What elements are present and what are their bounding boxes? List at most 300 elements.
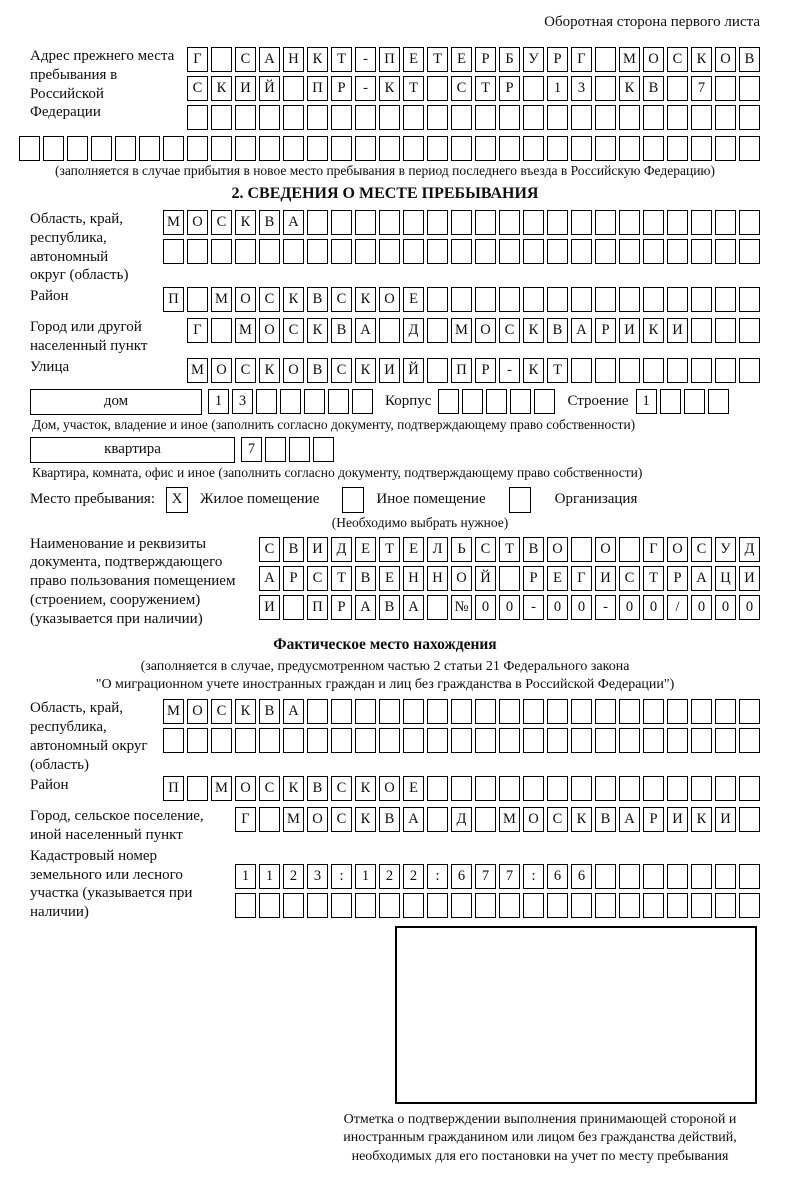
char-cell: С — [283, 318, 304, 343]
char-cell — [475, 105, 496, 130]
char-cell — [715, 318, 736, 343]
char-cell: : — [331, 864, 352, 889]
char-cell — [139, 136, 160, 161]
char-cell — [475, 728, 496, 753]
char-cell — [355, 136, 376, 161]
stroenie-label: Строение — [567, 393, 629, 409]
char-cell: М — [283, 807, 304, 832]
char-cell: Т — [547, 358, 568, 383]
char-cell: И — [667, 318, 688, 343]
char-cell — [235, 136, 256, 161]
char-cell: С — [235, 47, 256, 72]
char-cell — [67, 136, 88, 161]
char-cell — [235, 239, 256, 264]
f-oblast-row-2 — [160, 728, 760, 753]
char-cell — [667, 105, 688, 130]
prev-address-row-3 — [184, 105, 760, 130]
stroenie-cells — [633, 389, 729, 414]
char-cell — [643, 210, 664, 235]
char-cell — [619, 105, 640, 130]
char-cell — [355, 239, 376, 264]
char-cell — [715, 136, 736, 161]
char-cell — [715, 776, 736, 801]
char-cell — [595, 47, 616, 72]
char-cell — [547, 239, 568, 264]
char-cell — [331, 893, 352, 918]
char-cell: В — [307, 776, 328, 801]
char-cell: Р — [331, 595, 352, 620]
char-cell: Т — [379, 537, 400, 562]
char-cell — [427, 595, 448, 620]
char-cell: Р — [595, 318, 616, 343]
char-cell — [115, 136, 136, 161]
char-cell: - — [523, 595, 544, 620]
s2-gorod-label: Город или другой населенный пункт — [30, 319, 148, 354]
s2-ulitsa-label: Улица — [30, 358, 70, 375]
char-cell — [403, 210, 424, 235]
char-cell — [667, 210, 688, 235]
char-cell: К — [355, 287, 376, 312]
char-cell — [739, 76, 760, 101]
char-cell: О — [475, 318, 496, 343]
s2-gorod-field — [10, 318, 760, 356]
char-cell: 3 — [232, 389, 253, 414]
char-cell: К — [355, 358, 376, 383]
dom-caption: Дом, участок, владение и иное (заполнить согласно документу, подтверждающему право собственности) — [32, 416, 636, 432]
char-cell — [235, 105, 256, 130]
char-cell: А — [571, 318, 592, 343]
char-cell: А — [691, 566, 712, 591]
char-cell — [283, 595, 304, 620]
char-cell — [523, 239, 544, 264]
section2-title: 2. СВЕДЕНИЯ О МЕСТЕ ПРЕБЫВАНИЯ — [231, 185, 539, 202]
char-cell: И — [667, 807, 688, 832]
char-cell — [211, 136, 232, 161]
s2-dom-row — [30, 389, 760, 415]
char-cell: С — [499, 318, 520, 343]
char-cell — [547, 136, 568, 161]
char-cell — [499, 136, 520, 161]
char-cell — [739, 105, 760, 130]
char-cell: П — [307, 76, 328, 101]
s2-gorod-row — [184, 318, 760, 343]
char-cell: М — [619, 47, 640, 72]
char-cell: Н — [403, 566, 424, 591]
char-cell: К — [307, 47, 328, 72]
char-cell — [259, 893, 280, 918]
char-cell: В — [259, 699, 280, 724]
char-cell — [619, 358, 640, 383]
char-cell — [523, 210, 544, 235]
f-cadastre-grids — [225, 864, 760, 922]
char-cell — [283, 893, 304, 918]
char-cell: С — [475, 537, 496, 562]
char-cell: О — [523, 807, 544, 832]
char-cell: К — [619, 76, 640, 101]
char-cell: О — [283, 358, 304, 383]
char-cell: К — [211, 76, 232, 101]
char-cell — [451, 728, 472, 753]
char-cell — [643, 864, 664, 889]
char-cell: М — [211, 287, 232, 312]
char-cell — [355, 728, 376, 753]
char-cell — [259, 239, 280, 264]
char-cell — [667, 287, 688, 312]
char-cell — [715, 728, 736, 753]
char-cell — [715, 76, 736, 101]
char-cell: 3 — [571, 76, 592, 101]
char-cell — [438, 389, 459, 414]
char-cell: 2 — [403, 864, 424, 889]
char-cell: Т — [643, 566, 664, 591]
char-cell — [331, 136, 352, 161]
char-cell: И — [715, 807, 736, 832]
char-cell — [547, 105, 568, 130]
char-cell — [595, 287, 616, 312]
char-cell — [379, 105, 400, 130]
option-inoe-label: Иное помещение — [376, 491, 486, 507]
char-cell — [691, 105, 712, 130]
char-cell — [283, 136, 304, 161]
char-cell: С — [259, 776, 280, 801]
char-cell: 7 — [241, 437, 262, 462]
char-cell — [595, 105, 616, 130]
char-cell: С — [667, 47, 688, 72]
char-cell: О — [235, 776, 256, 801]
char-cell — [451, 239, 472, 264]
char-cell: О — [307, 807, 328, 832]
char-cell: М — [451, 318, 472, 343]
char-cell — [163, 136, 184, 161]
char-cell: : — [427, 864, 448, 889]
char-cell — [475, 807, 496, 832]
char-cell: Е — [403, 537, 424, 562]
char-cell: - — [355, 47, 376, 72]
char-cell — [523, 776, 544, 801]
f-rayon-field — [10, 776, 760, 805]
char-cell: К — [691, 807, 712, 832]
char-cell: Й — [475, 566, 496, 591]
char-cell — [307, 699, 328, 724]
char-cell — [739, 136, 760, 161]
char-cell — [691, 239, 712, 264]
char-cell: О — [379, 287, 400, 312]
char-cell — [427, 807, 448, 832]
char-cell: Р — [547, 47, 568, 72]
checkbox-inoe — [342, 487, 364, 513]
char-cell — [331, 105, 352, 130]
char-cell: А — [619, 807, 640, 832]
char-cell: О — [595, 537, 616, 562]
char-cell — [403, 893, 424, 918]
dom-cells — [205, 389, 373, 414]
s2-oblast-label: Область, край, республика, автономный округ (область) — [30, 211, 129, 284]
char-cell: М — [187, 358, 208, 383]
char-cell: Ц — [715, 566, 736, 591]
char-cell — [403, 105, 424, 130]
mesto-caption: (Необходимо выбрать нужное) — [331, 514, 509, 530]
char-cell: К — [307, 318, 328, 343]
char-cell: 0 — [475, 595, 496, 620]
char-cell — [643, 358, 664, 383]
char-cell — [660, 389, 681, 414]
char-cell — [259, 728, 280, 753]
char-cell: А — [355, 318, 376, 343]
char-cell — [403, 728, 424, 753]
char-cell — [547, 210, 568, 235]
char-cell: Г — [187, 47, 208, 72]
doc-grids — [242, 537, 760, 624]
korpus-cells — [435, 389, 555, 414]
char-cell — [708, 389, 729, 414]
stamp-caption: Отметка о подтверждении выполнения принимающей стороной и иностранным гражданином или лицом без гражданства действий, необходимых для его постановки на учет по месту пребывания — [343, 1111, 737, 1164]
char-cell: А — [403, 595, 424, 620]
char-cell — [691, 776, 712, 801]
char-cell: В — [355, 566, 376, 591]
char-cell: К — [355, 807, 376, 832]
char-cell: 0 — [619, 595, 640, 620]
char-cell — [619, 699, 640, 724]
char-cell — [265, 437, 286, 462]
char-cell: Й — [403, 358, 424, 383]
doc-label: Наименование и реквизиты документа, подтверждающего право пользования помещением (строением, сооружением) (указывается при наличии) — [30, 535, 236, 627]
char-cell — [739, 807, 760, 832]
char-cell — [307, 136, 328, 161]
option-zhiloe-label: Жилое помещение — [200, 491, 320, 507]
char-cell: В — [643, 76, 664, 101]
char-cell: Т — [331, 566, 352, 591]
char-cell: К — [691, 47, 712, 72]
char-cell — [475, 893, 496, 918]
factual-note-2: "О миграционном учете иностранных граждан и лиц без гражданства в Российской Федерации") — [95, 677, 675, 693]
prev-address-field — [10, 47, 760, 134]
char-cell: П — [379, 47, 400, 72]
char-cell: А — [403, 807, 424, 832]
char-cell — [187, 728, 208, 753]
char-cell: О — [187, 699, 208, 724]
char-cell — [595, 239, 616, 264]
char-cell — [643, 728, 664, 753]
char-cell: Н — [427, 566, 448, 591]
char-cell — [547, 776, 568, 801]
char-cell — [283, 239, 304, 264]
char-cell: 1 — [259, 864, 280, 889]
char-cell — [211, 318, 232, 343]
char-cell: А — [259, 47, 280, 72]
char-cell: 3 — [307, 864, 328, 889]
char-cell — [313, 437, 334, 462]
char-cell — [187, 776, 208, 801]
char-cell — [523, 728, 544, 753]
char-cell — [595, 210, 616, 235]
char-cell: Г — [571, 566, 592, 591]
char-cell: С — [259, 537, 280, 562]
char-cell: А — [283, 210, 304, 235]
char-cell — [259, 807, 280, 832]
char-cell — [571, 537, 592, 562]
char-cell: С — [307, 566, 328, 591]
char-cell: Д — [739, 537, 760, 562]
char-cell: 1 — [355, 864, 376, 889]
char-cell: Б — [499, 47, 520, 72]
char-cell: Г — [235, 807, 256, 832]
char-cell — [643, 893, 664, 918]
char-cell — [619, 136, 640, 161]
s2-oblast-row-2 — [160, 239, 760, 264]
char-cell: О — [547, 537, 568, 562]
char-cell — [667, 776, 688, 801]
char-cell — [619, 864, 640, 889]
f-cadastre-row-1 — [232, 864, 760, 889]
char-cell — [486, 389, 507, 414]
char-cell — [91, 136, 112, 161]
char-cell: Е — [379, 566, 400, 591]
char-cell: Р — [523, 566, 544, 591]
char-cell: И — [619, 318, 640, 343]
char-cell — [739, 893, 760, 918]
char-cell: Р — [667, 566, 688, 591]
char-cell: М — [211, 776, 232, 801]
char-cell: № — [451, 595, 472, 620]
char-cell: В — [283, 537, 304, 562]
char-cell — [643, 105, 664, 130]
char-cell — [283, 76, 304, 101]
char-cell: Н — [283, 47, 304, 72]
char-cell — [595, 893, 616, 918]
char-cell — [595, 699, 616, 724]
char-cell: Е — [403, 287, 424, 312]
char-cell — [427, 318, 448, 343]
char-cell: К — [235, 699, 256, 724]
char-cell — [619, 776, 640, 801]
stamp-box — [395, 926, 757, 1104]
char-cell — [379, 893, 400, 918]
char-cell — [379, 136, 400, 161]
f-gorod-grids — [225, 807, 760, 836]
prev-address-caption: (заполняется в случае прибытия в новое место пребывания в период последнего въезда в Российскую Федерацию) — [54, 163, 716, 178]
char-cell — [235, 728, 256, 753]
char-cell — [571, 210, 592, 235]
char-cell — [379, 318, 400, 343]
char-cell: 7 — [691, 76, 712, 101]
char-cell — [523, 105, 544, 130]
char-cell — [619, 239, 640, 264]
char-cell — [355, 210, 376, 235]
char-cell — [211, 728, 232, 753]
char-cell — [211, 105, 232, 130]
f-rayon-row — [160, 776, 760, 801]
char-cell — [475, 287, 496, 312]
char-cell: И — [235, 76, 256, 101]
char-cell — [523, 893, 544, 918]
s2-ulitsa-grids — [155, 358, 760, 387]
char-cell — [715, 210, 736, 235]
char-cell — [571, 239, 592, 264]
char-cell: К — [523, 318, 544, 343]
char-cell — [379, 728, 400, 753]
char-cell — [595, 76, 616, 101]
char-cell — [427, 358, 448, 383]
char-cell — [739, 287, 760, 312]
char-cell: В — [331, 318, 352, 343]
char-cell: К — [235, 210, 256, 235]
char-cell — [691, 136, 712, 161]
char-cell: Т — [403, 76, 424, 101]
char-cell — [427, 699, 448, 724]
char-cell — [427, 776, 448, 801]
char-cell: О — [715, 47, 736, 72]
mesto-prebyvaniya-row — [30, 487, 760, 513]
char-cell — [619, 537, 640, 562]
char-cell — [499, 893, 520, 918]
prev-address-label: Адрес прежнего места пребывания в Российской Федерации — [30, 48, 175, 121]
char-cell — [595, 136, 616, 161]
char-cell — [403, 239, 424, 264]
char-cell: В — [523, 537, 544, 562]
char-cell: Е — [403, 776, 424, 801]
char-cell: В — [379, 807, 400, 832]
char-cell — [451, 699, 472, 724]
prev-address-row-1 — [184, 47, 760, 72]
char-cell — [571, 699, 592, 724]
char-cell — [523, 699, 544, 724]
char-cell: 0 — [571, 595, 592, 620]
char-cell: Р — [499, 76, 520, 101]
char-cell: О — [259, 318, 280, 343]
char-cell: К — [379, 76, 400, 101]
char-cell — [510, 389, 531, 414]
char-cell — [187, 287, 208, 312]
char-cell — [451, 893, 472, 918]
doc-row-1 — [256, 537, 760, 562]
char-cell: М — [235, 318, 256, 343]
char-cell: 6 — [547, 864, 568, 889]
char-cell: С — [235, 358, 256, 383]
char-cell: 0 — [739, 595, 760, 620]
char-cell: К — [283, 776, 304, 801]
char-cell — [499, 728, 520, 753]
char-cell — [403, 136, 424, 161]
char-cell — [571, 776, 592, 801]
kvartira-cells — [238, 437, 334, 462]
char-cell — [283, 105, 304, 130]
char-cell — [499, 776, 520, 801]
char-cell: 7 — [499, 864, 520, 889]
char-cell — [691, 864, 712, 889]
korpus-label: Корпус — [385, 393, 432, 409]
char-cell: Д — [331, 537, 352, 562]
char-cell — [307, 105, 328, 130]
char-cell — [667, 239, 688, 264]
char-cell — [499, 105, 520, 130]
char-cell: В — [259, 210, 280, 235]
char-cell: К — [283, 287, 304, 312]
s2-oblast-field — [10, 210, 760, 285]
char-cell — [691, 287, 712, 312]
char-cell — [643, 239, 664, 264]
char-cell: С — [331, 358, 352, 383]
char-cell — [619, 210, 640, 235]
char-cell — [691, 358, 712, 383]
s2-oblast-grids — [135, 210, 760, 268]
char-cell — [256, 389, 277, 414]
char-cell: М — [499, 807, 520, 832]
char-cell: 0 — [499, 595, 520, 620]
factual-title: Фактическое место нахождения — [273, 636, 497, 654]
char-cell — [595, 864, 616, 889]
s2-rayon-grids — [135, 287, 760, 316]
doc-field — [10, 535, 760, 629]
